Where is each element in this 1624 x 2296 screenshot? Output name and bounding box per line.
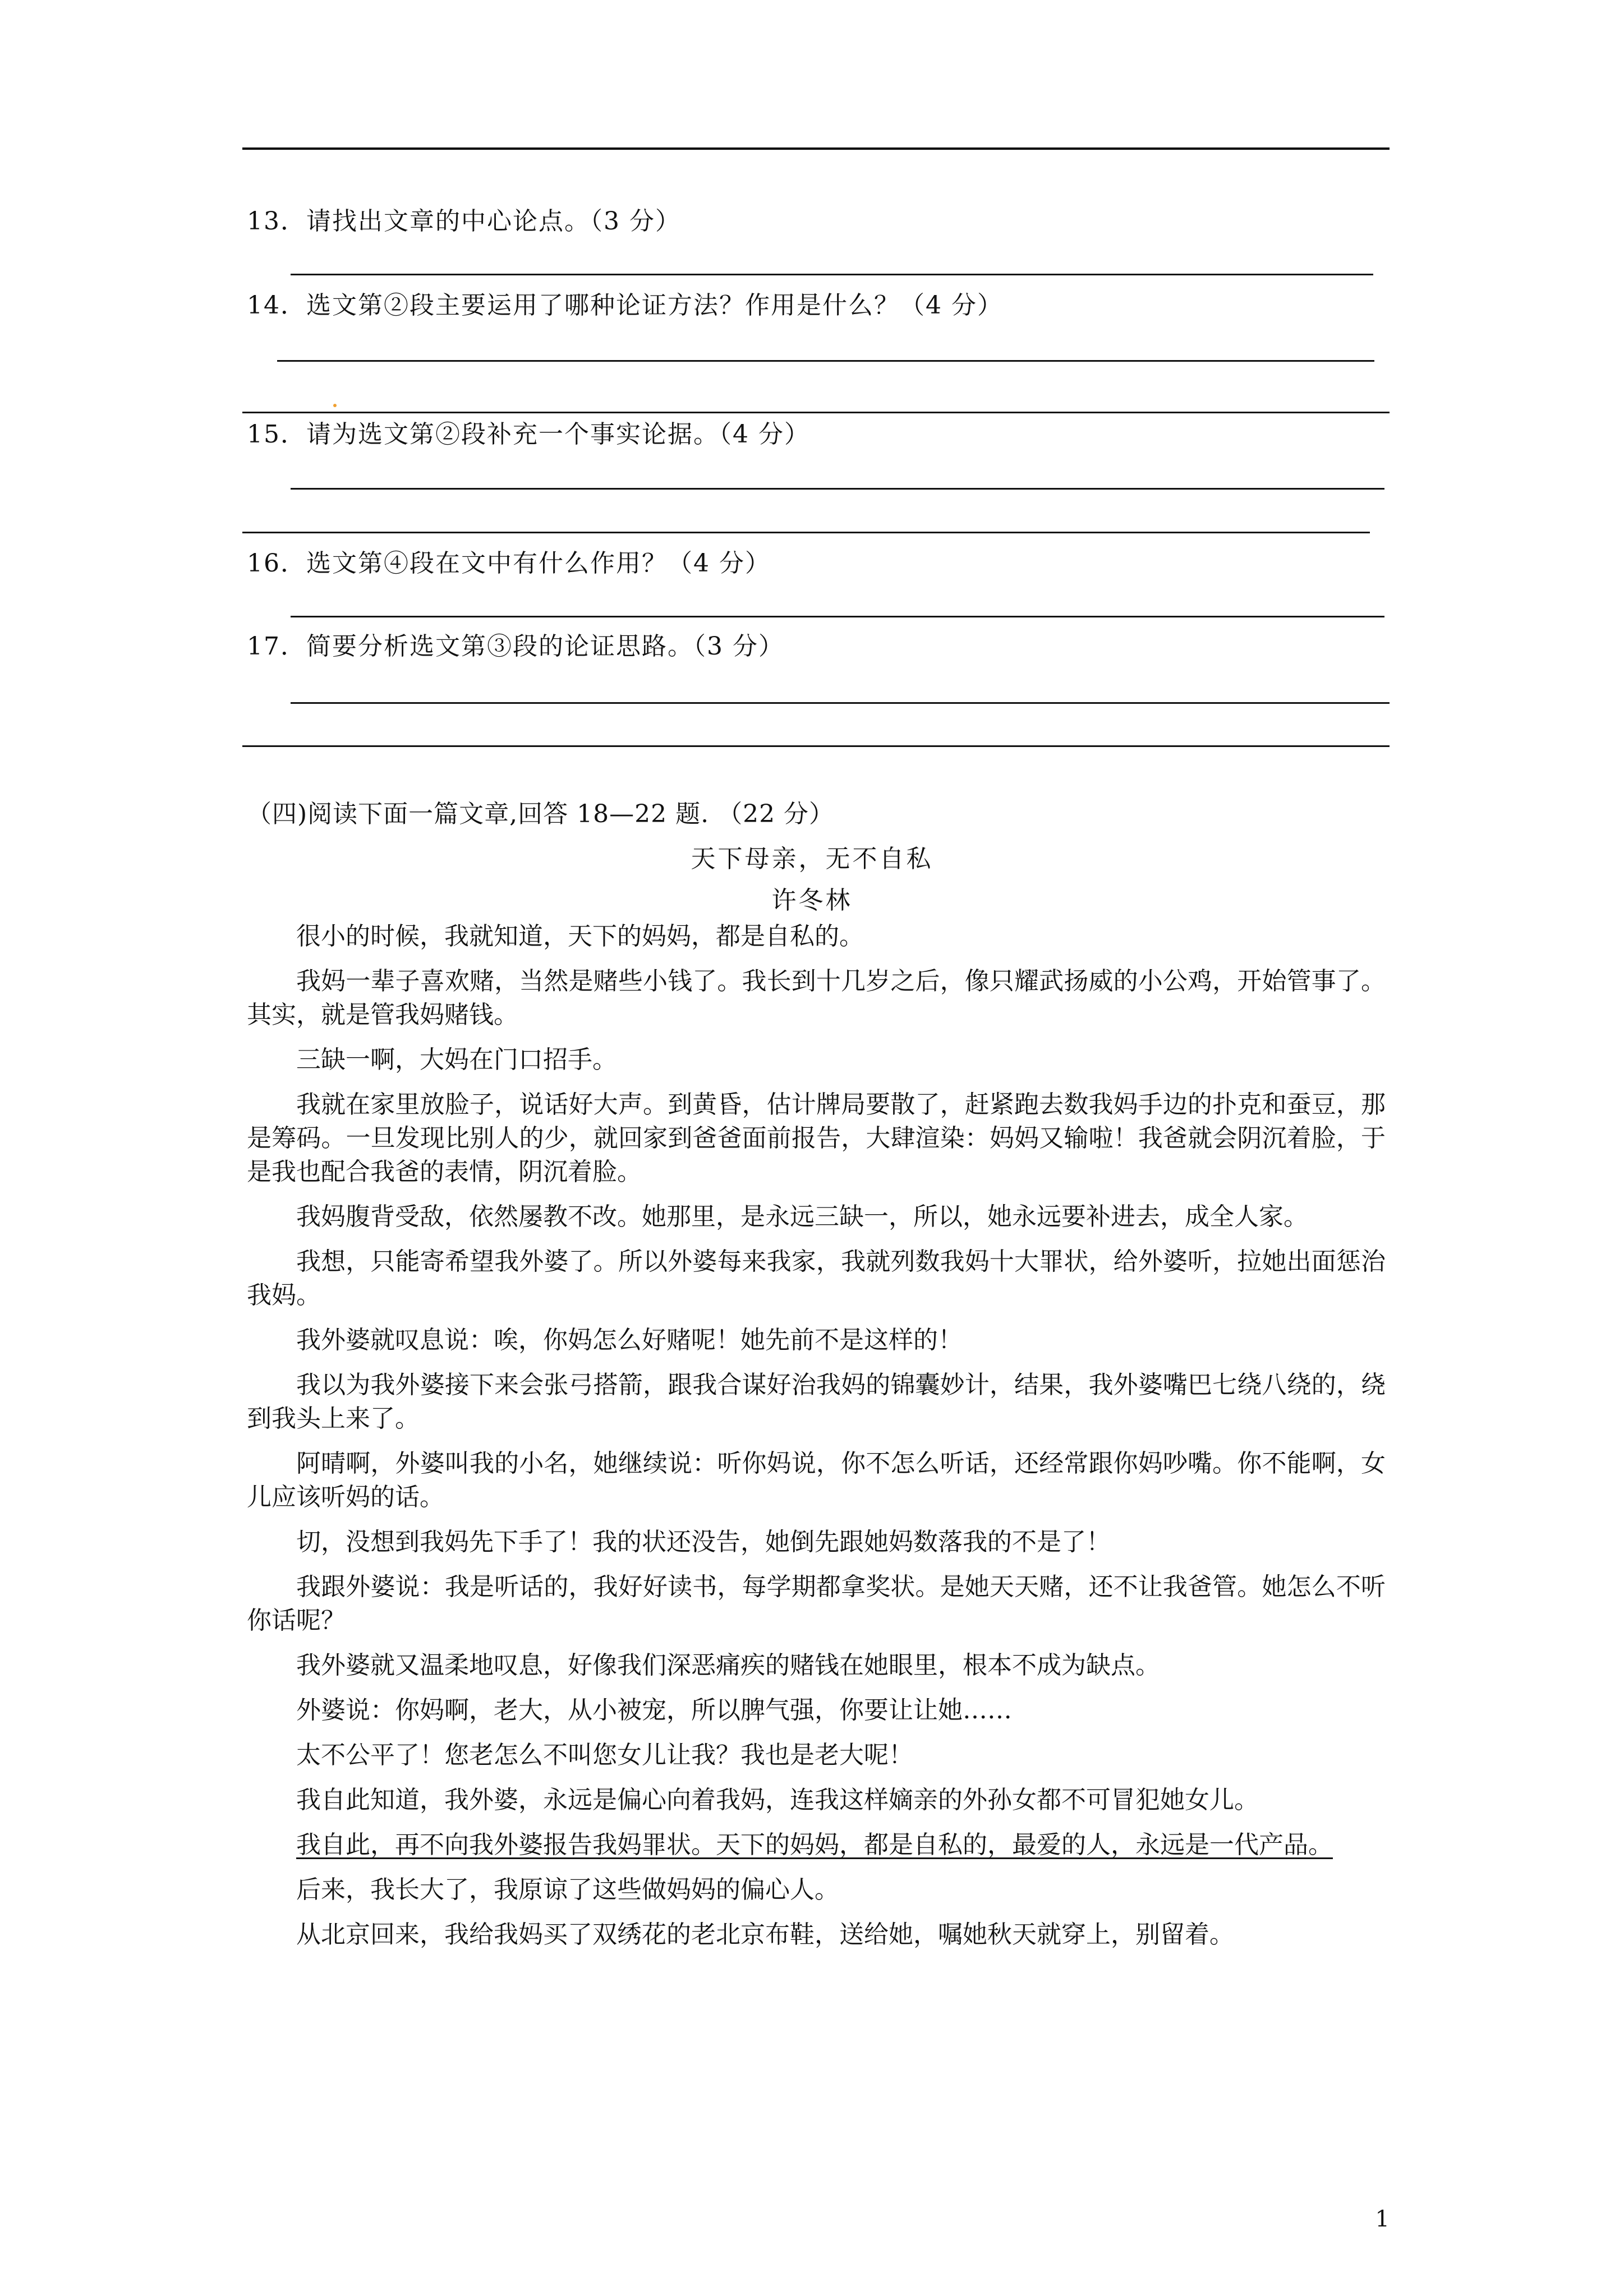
article-author: 许冬林 xyxy=(771,886,853,915)
question-14: 14．选文第②段主要运用了哪种论证方法？作用是什么？（4 分） xyxy=(247,291,1003,320)
answer-line-13[interactable] xyxy=(291,274,1373,275)
page-number: 1 xyxy=(1375,2206,1390,2232)
article-paragraph: 我自此知道，我外婆，永远是偏心向着我妈，连我这样嫡亲的外孙女都不可冒犯她女儿。 xyxy=(296,1786,1259,1814)
article-paragraph-underlined xyxy=(247,1828,1386,1862)
section-intro: （四)阅读下面一篇文章,回答 18—22 题. （22 分） xyxy=(247,800,835,828)
underlined-sentence: 我自此，再不向我外婆报告我妈罪状。天下的妈妈，都是自私的，最爱的人，永远是一代产品。 xyxy=(296,1831,1333,1859)
article-paragraph: 阿晴啊，外婆叫我的小名，她继续说：听你妈说，你不怎么听话，还经常跟你妈吵嘴。你不能啊，女儿应该听妈的话。 xyxy=(247,1449,1386,1511)
article-paragraph: 切，没想到我妈先下手了！我的状还没告，她倒先跟她妈数落我的不是了！ xyxy=(296,1528,1111,1556)
article-paragraph: 我就在家里放脸子，说话好大声。到黄昏，估计牌局要散了，赶紧跑去数我妈手边的扑克和蚕豆，那是筹码。一旦发现比别人的少，就回家到爸爸面前报告，大肆渲染：妈妈又输啦！我爸就会阴沉着脸，于是我也配合我爸的表情，阴沉着脸。 xyxy=(247,1090,1386,1186)
stray-mark xyxy=(333,404,337,407)
question-17: 17．简要分析选文第③段的论证思路。（3 分） xyxy=(247,632,784,661)
question-16: 16．选文第④段在文中有什么作用？（4 分） xyxy=(247,549,771,578)
article-paragraph: 我跟外婆说：我是听话的，我好好读书，每学期都拿奖状。是她天天赌，还不让我爸管。她怎么不听你话呢？ xyxy=(247,1573,1386,1635)
question-13: 13．请找出文章的中心论点。（3 分） xyxy=(247,207,681,236)
article-paragraph: 外婆说：你妈啊，老大，从小被宠，所以脾气强，你要让让她…… xyxy=(296,1696,1012,1725)
article-paragraph: 我外婆就叹息说：唉，你妈怎么好赌呢！她先前不是这样的！ xyxy=(296,1326,963,1354)
article-paragraph: 我妈腹背受敌，依然屡教不改。她那里，是永远三缺一，所以，她永远要补进去，成全人家。 xyxy=(296,1202,1308,1231)
answer-line-15b[interactable] xyxy=(242,532,1370,533)
answer-line-14b[interactable] xyxy=(242,412,1390,413)
article-paragraph: 我以为我外婆接下来会张弓搭箭，跟我合谋好治我妈的锦囊妙计，结果，我外婆嘴巴七绕八绕的，绕到我头上来了。 xyxy=(247,1371,1386,1433)
answer-line-16[interactable] xyxy=(291,616,1384,617)
article-paragraph: 我想，只能寄希望我外婆了。所以外婆每来我家，我就列数我妈十大罪状，给外婆听，拉她出面惩治我妈。 xyxy=(247,1247,1386,1310)
answer-line-15a[interactable] xyxy=(291,488,1384,490)
answer-line-14a[interactable] xyxy=(277,360,1374,362)
answer-line-17a[interactable] xyxy=(291,702,1390,704)
article-body xyxy=(247,920,1386,1963)
question-15: 15．请为选文第②段补充一个事实论据。（4 分） xyxy=(247,420,810,449)
article-paragraph: 太不公平了！您老怎么不叫您女儿让我？我也是老大呢！ xyxy=(296,1741,913,1769)
article-paragraph: 从北京回来，我给我妈买了双绣花的老北京布鞋，送给她，嘱她秋天就穿上，别留着。 xyxy=(296,1920,1234,1949)
article-paragraph: 后来，我长大了，我原谅了这些做妈妈的偏心人。 xyxy=(296,1875,839,1904)
article-title: 天下母亲，无不自私 xyxy=(691,845,933,873)
answer-line-17b[interactable] xyxy=(242,745,1390,747)
article-paragraph: 我外婆就又温柔地叹息，好像我们深恶痛疾的赌钱在她眼里，根本不成为缺点。 xyxy=(296,1651,1160,1680)
article-paragraph: 三缺一啊，大妈在门口招手。 xyxy=(296,1045,617,1074)
article-paragraph: 很小的时候，我就知道，天下的妈妈，都是自私的。 xyxy=(296,922,864,951)
header-rule xyxy=(242,147,1390,150)
article-paragraph: 我妈一辈子喜欢赌，当然是赌些小钱了。我长到十几岁之后，像只耀武扬威的小公鸡，开始管事了。其实，就是管我妈赌钱。 xyxy=(247,967,1386,1029)
